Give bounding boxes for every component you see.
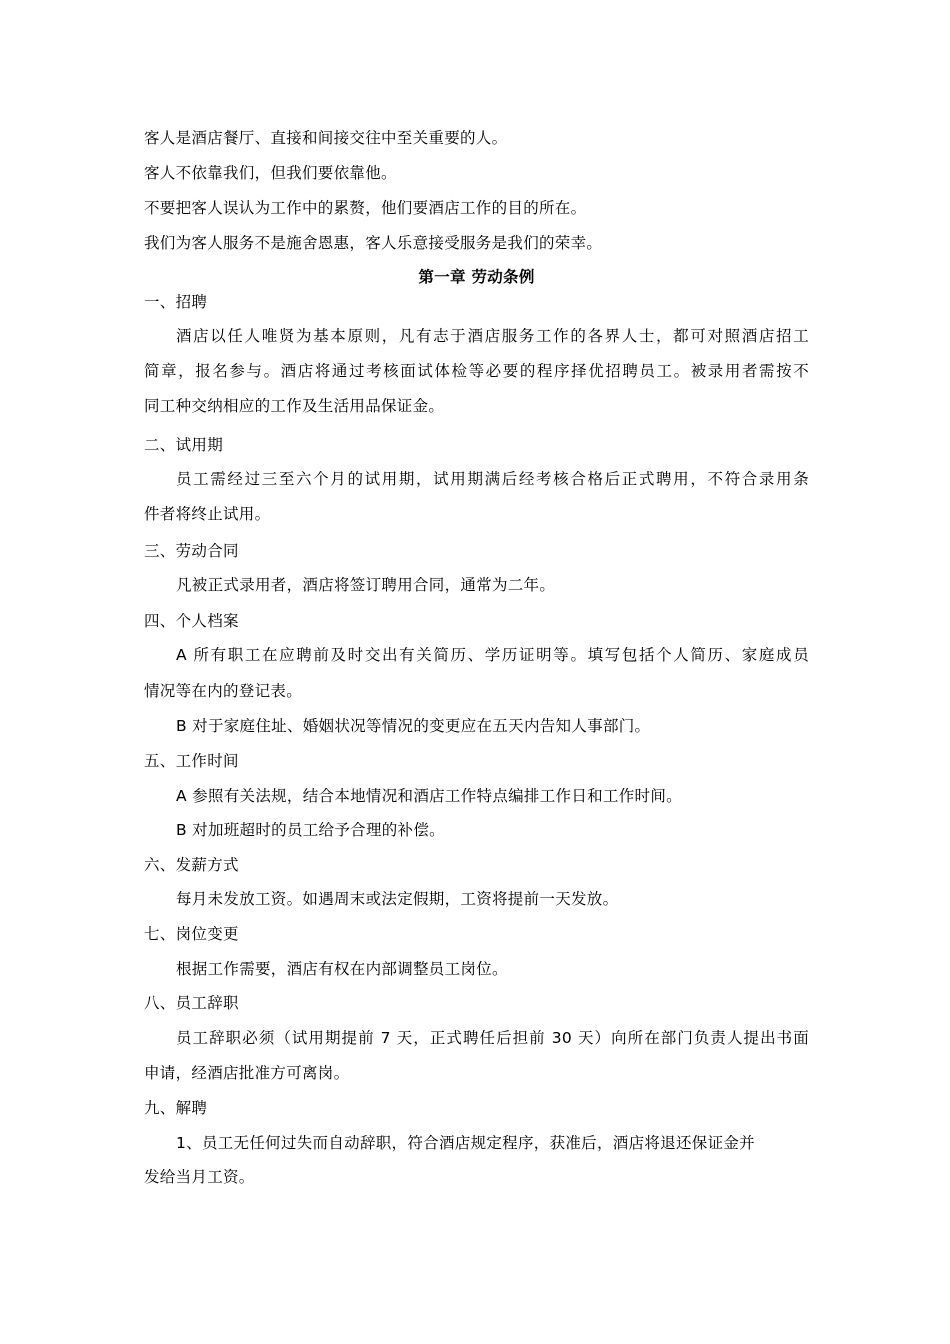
preamble-line: 客人不依靠我们，但我们要依靠他。 [144,164,397,182]
section-line: 情况等在内的登记表。 [144,682,303,700]
section-line: 员工辞职必须（试用期提前 7 天，正式聘任后担前 30 天）向所在部门负责人提出书面 [176,1029,809,1047]
section-heading: 四、个人档案 [144,612,239,630]
preamble-line: 客人是酒店餐厅、直接和间接交往中至关重要的人。 [144,129,508,147]
section-heading: 六、发薪方式 [144,856,239,874]
section-line: 根据工作需要，酒店有权在内部调整员工岗位。 [176,960,508,978]
section-heading: 一、招聘 [144,293,208,311]
section-heading: 九、解聘 [144,1099,208,1117]
preamble-line: 我们为客人服务不是施舍恩惠，客人乐意接受服务是我们的荣幸。 [144,234,603,252]
section-line: 申请，经酒店批准方可离岗。 [144,1064,350,1082]
section-line: B 对于家庭住址、婚姻状况等情况的变更应在五天内告知人事部门。 [176,717,651,735]
section-line: 凡被正式录用者，酒店将签订聘用合同，通常为二年。 [176,576,556,594]
section-line: B 对加班超时的员工给予合理的补偿。 [176,821,445,839]
section-line: A 所有职工在应聘前及时交出有关简历、学历证明等。填写包括个人简历、家庭成员 [176,646,809,664]
section-line: 同工种交纳相应的工作及生活用品保证金。 [144,397,445,415]
section-line: 1、员工无任何过失而自动辞职，符合酒店规定程序，获准后，酒店将退还保证金并 [176,1134,755,1152]
section-heading: 八、员工辞职 [144,994,239,1012]
chapter-title: 第一章 劳动条例 [418,268,535,286]
section-heading: 三、劳动合同 [144,542,239,560]
section-line: 酒店以任人唯贤为基本原则，凡有志于酒店服务工作的各界人士，都可对照酒店招工 [176,327,809,345]
section-line: 员工需经过三至六个月的试用期，试用期满后经考核合格后正式聘用，不符合录用条 [176,470,809,488]
section-line: 简章，报名参与。酒店将通过考核面试体检等必要的程序择优招聘员工。被录用者需按不 [144,362,809,380]
section-line: 每月未发放工资。如遇周末或法定假期，工资将提前一天发放。 [176,890,619,908]
section-line: 发给当月工资。 [144,1168,255,1186]
section-heading: 二、试用期 [144,436,224,454]
section-heading: 七、岗位变更 [144,925,239,943]
section-line: 件者将终止试用。 [144,505,271,523]
section-heading: 五、工作时间 [144,752,239,770]
section-line: A 参照有关法规，结合本地情况和酒店工作特点编排工作日和工作时间。 [176,787,682,805]
preamble-line: 不要把客人误认为工作中的累赘，他们要酒店工作的目的所在。 [144,199,587,217]
